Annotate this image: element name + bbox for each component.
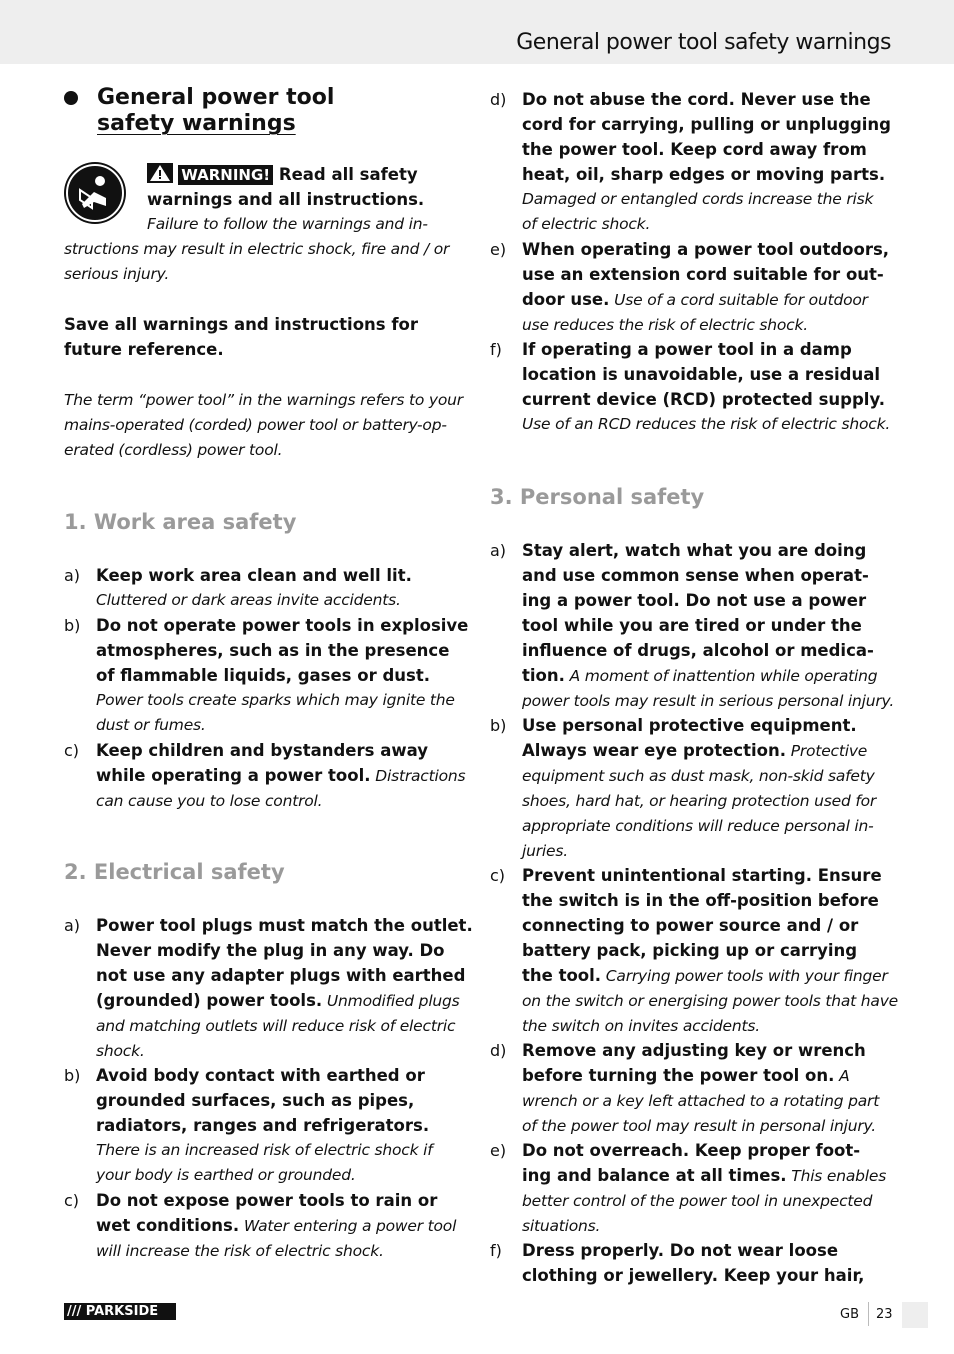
item-line: wet conditions. Water entering a power tool	[96, 1216, 457, 1235]
term-line-2: mains-operated (corded) power tool or battery-op-	[64, 416, 447, 434]
brand-name: PARKSIDE	[85, 1304, 159, 1319]
item-line: influence of drugs, alcohol or medica-	[522, 641, 874, 660]
heading-bullet	[64, 91, 78, 105]
footer-divider	[868, 1302, 869, 1326]
page-number: 23	[876, 1307, 893, 1322]
item-line: the switch on invites accidents.	[522, 1017, 760, 1035]
read-manual-icon	[64, 162, 126, 224]
item-label: a)	[64, 916, 81, 935]
item-line: and use common sense when operat-	[522, 566, 869, 585]
warning-bold-2: warnings and all instructions.	[147, 190, 425, 209]
item-label: b)	[64, 1066, 81, 1085]
item-line: ing a power tool. Do not use a power	[522, 591, 867, 610]
item-line: Keep children and bystanders away	[96, 741, 428, 760]
item-line: atmospheres, such as in the presence	[96, 641, 450, 660]
heading-line-2: safety warnings	[97, 111, 296, 136]
item-line: the switch is in the off-position before	[522, 891, 879, 910]
section-3-title: 3. Personal safety	[490, 485, 705, 509]
item-label: e)	[490, 1141, 507, 1160]
language-code: GB	[840, 1307, 859, 1322]
item-line: wrench or a key left attached to a rotating part	[522, 1092, 880, 1110]
item-line: before turning the power tool on. A	[522, 1066, 850, 1085]
item-label: f)	[490, 340, 502, 359]
item-label: d)	[490, 90, 507, 109]
item-line: the power tool. Keep cord away from	[522, 140, 867, 159]
item-line: Avoid body contact with earthed or	[96, 1066, 425, 1085]
item-line: of flammable liquids, gases or dust.	[96, 666, 430, 685]
item-line: (grounded) power tools. Unmodified plugs	[96, 991, 460, 1010]
item-line: Use personal protective equipment.	[522, 716, 857, 735]
item-line: will increase the risk of electric shock.	[96, 1242, 384, 1260]
section-2-title: 2. Electrical safety	[64, 860, 285, 884]
item-line: Do not abuse the cord. Never use the	[522, 90, 871, 109]
item-line: tool while you are tired or under the	[522, 616, 862, 635]
item-line: of electric shock.	[522, 215, 651, 233]
heading-line-1: General power tool	[97, 85, 335, 110]
item-line: Always wear eye protection. Protective	[522, 741, 868, 760]
item-label: a)	[490, 541, 507, 560]
item-line: Do not overreach. Keep proper foot-	[522, 1141, 861, 1160]
item-line: equipment such as dust mask, non-skid safety	[522, 767, 875, 785]
main-heading	[97, 85, 334, 137]
item-line: location is unavoidable, use a residual	[522, 365, 881, 384]
term-line-1: The term “power tool” in the warnings refers to your	[64, 391, 463, 409]
item-line: on the switch or energising power tools that have	[522, 992, 898, 1010]
item-line: If operating a power tool in a damp	[522, 340, 852, 359]
item-line: Keep work area clean and well lit.	[96, 566, 412, 585]
item-label: c)	[64, 741, 80, 760]
item-line: Never modify the plug in any way. Do	[96, 941, 445, 960]
parkside-logo: /// PARKSIDE	[64, 1303, 176, 1320]
save-line-1: Save all warnings and instructions for	[64, 315, 418, 334]
item-line: cord for carrying, pulling or unplugging	[522, 115, 891, 134]
item-line: heat, oil, sharp edges or moving parts.	[522, 165, 886, 184]
item-label: f)	[490, 1241, 502, 1260]
item-line: Prevent unintentional starting. Ensure	[522, 866, 882, 885]
page-header	[0, 0, 954, 64]
item-line: current device (RCD) protected supply.	[522, 390, 885, 409]
item-line: of the power tool may result in personal injury.	[522, 1117, 877, 1135]
item-line: use reduces the risk of electric shock.	[522, 316, 808, 334]
item-label: d)	[490, 1041, 507, 1060]
warning-italic-3: serious injury.	[64, 265, 170, 283]
item-line: shoes, hard hat, or hearing protection used for	[522, 792, 877, 810]
section-1-title: 1. Work area safety	[64, 510, 297, 534]
item-line: grounded surfaces, such as pipes,	[96, 1091, 415, 1110]
item-line: and matching outlets will reduce risk of electric	[96, 1017, 456, 1035]
item-line: better control of the power tool in unexpected	[522, 1192, 873, 1210]
item-line: door use. Use of a cord suitable for outdoor	[522, 290, 868, 309]
item-line: When operating a power tool outdoors,	[522, 240, 890, 259]
item-line: battery pack, picking up or carrying	[522, 941, 858, 960]
footer-tab	[902, 1302, 928, 1328]
item-line: Do not expose power tools to rain or	[96, 1191, 438, 1210]
item-line: tion. A moment of inattention while operating	[522, 666, 878, 685]
item-line: use an extension cord suitable for out-	[522, 265, 884, 284]
item-label: e)	[490, 240, 507, 259]
item-label: c)	[64, 1191, 80, 1210]
item-line: Power tool plugs must match the outlet.	[96, 916, 473, 935]
item-line: Stay alert, watch what you are doing	[522, 541, 867, 560]
item-line: Power tools create sparks which may ignite the	[96, 691, 455, 709]
item-line: juries.	[522, 842, 568, 860]
item-line: radiators, ranges and refrigerators.	[96, 1116, 430, 1135]
item-line: the tool. Carrying power tools with your finger	[522, 966, 888, 985]
item-label: a)	[64, 566, 81, 585]
item-line: Do not operate power tools in explosive	[96, 616, 469, 635]
save-line-2: future reference.	[64, 340, 224, 359]
item-line: clothing or jewellery. Keep your hair,	[522, 1266, 865, 1285]
warning-italic-1: Failure to follow the warnings and in-	[147, 215, 428, 233]
item-line: while operating a power tool. Distractions	[96, 766, 466, 785]
item-line: can cause you to lose control.	[96, 792, 323, 810]
warning-badge: WARNING!	[178, 165, 273, 185]
item-line: power tools may result in serious personal injury.	[522, 692, 895, 710]
item-line: There is an increased risk of electric shock if	[96, 1141, 433, 1159]
item-line: shock.	[96, 1042, 145, 1060]
item-line: your body is earthed or grounded.	[96, 1166, 356, 1184]
item-line: dust or fumes.	[96, 716, 206, 734]
item-line: Cluttered or dark areas invite accidents.	[96, 591, 401, 609]
item-line: Damaged or entangled cords increase the risk	[522, 190, 874, 208]
item-label: b)	[490, 716, 507, 735]
item-label: c)	[490, 866, 506, 885]
term-line-3: erated (cordless) power tool.	[64, 441, 283, 459]
item-line: ing and balance at all times. This enables	[522, 1166, 887, 1185]
item-line: Use of an RCD reduces the risk of electric shock.	[522, 415, 891, 433]
item-line: situations.	[522, 1217, 601, 1235]
item-line: Remove any adjusting key or wrench	[522, 1041, 866, 1060]
warning-italic-2: structions may result in electric shock, fire and / or	[64, 240, 450, 258]
warning-triangle-icon	[147, 163, 173, 183]
item-line: appropriate conditions will reduce personal in-	[522, 817, 874, 835]
item-line: Dress properly. Do not wear loose	[522, 1241, 839, 1260]
header-title: General power tool safety warnings	[516, 30, 891, 55]
warning-bold-1: Read all safety	[273, 165, 418, 184]
item-label: b)	[64, 616, 81, 635]
item-line: not use any adapter plugs with earthed	[96, 966, 466, 985]
item-line: connecting to power source and / or	[522, 916, 859, 935]
